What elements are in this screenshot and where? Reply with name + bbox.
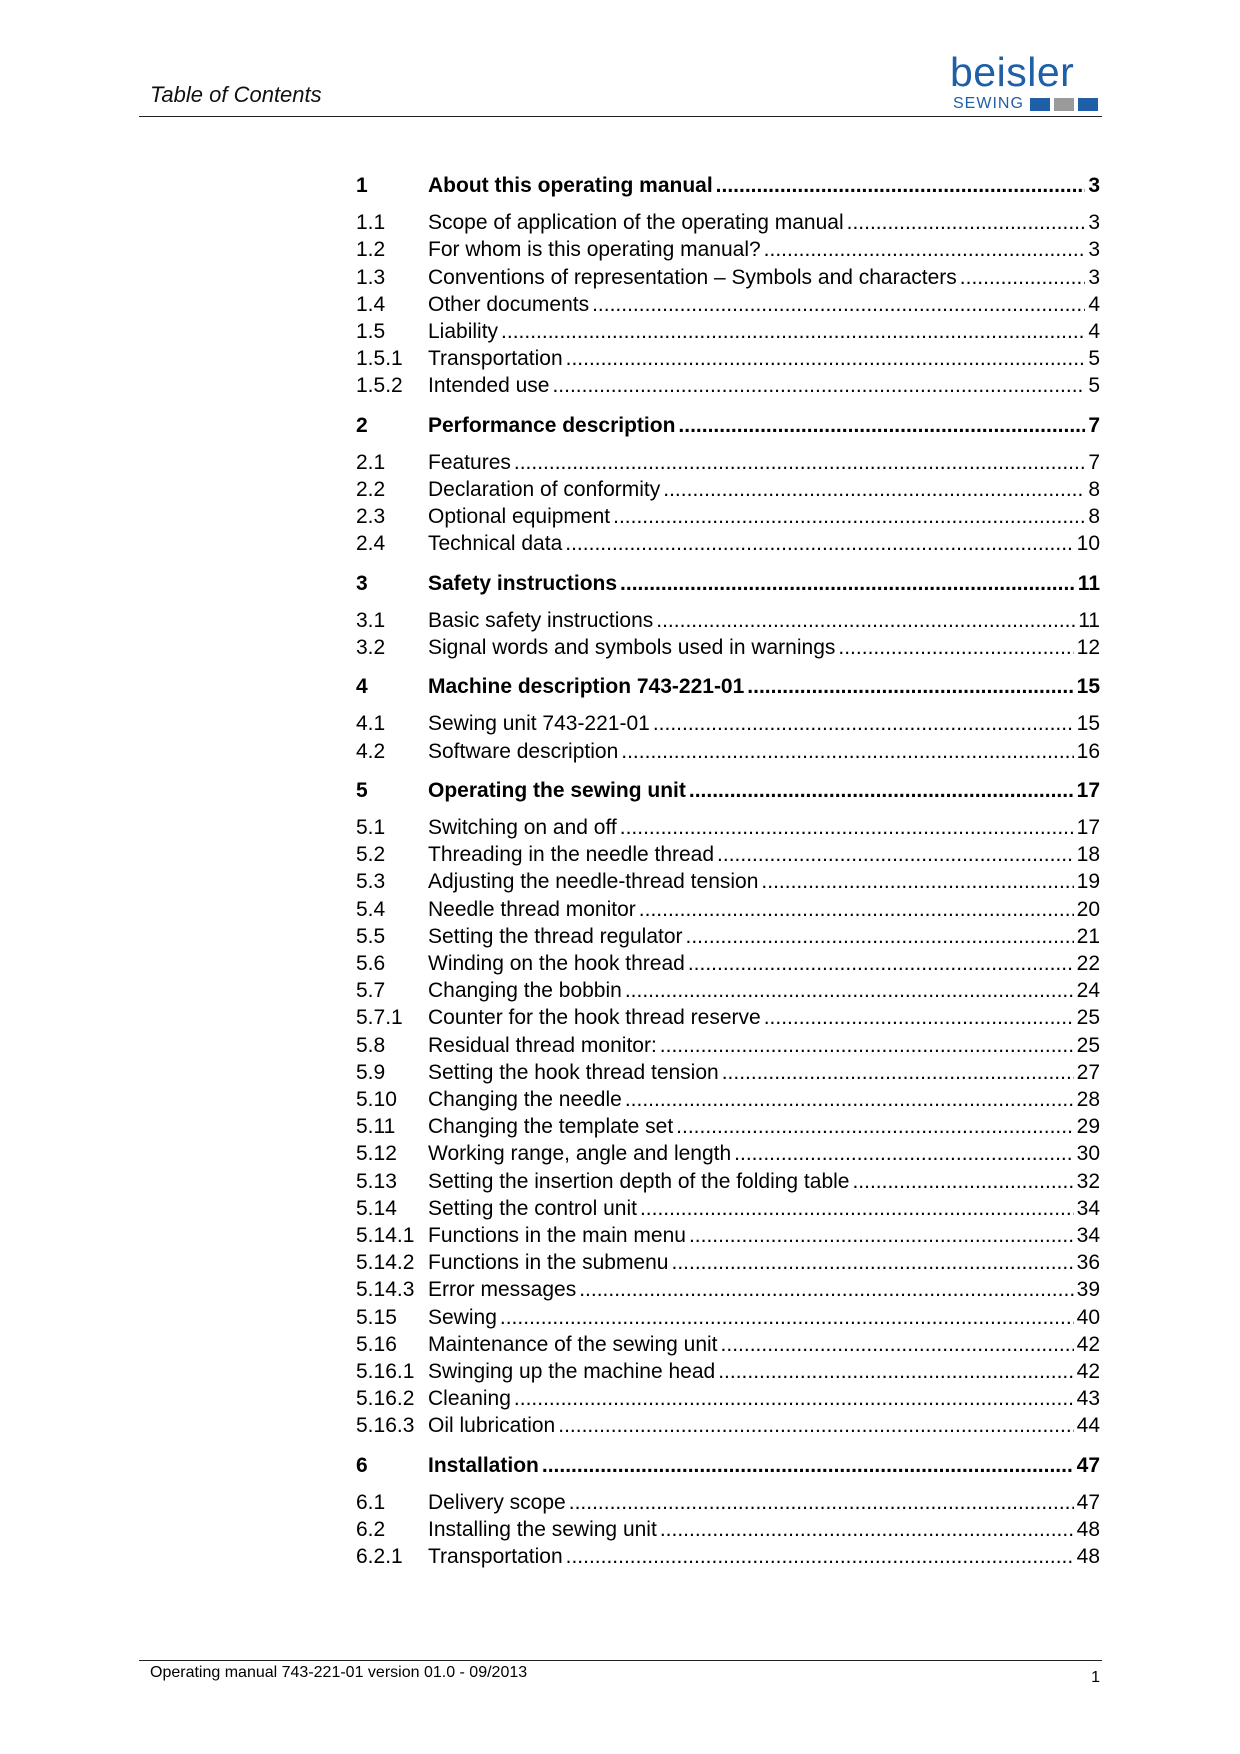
toc-dot-leader: [678, 412, 1085, 439]
toc-entry-title: Switching on and off: [428, 816, 617, 839]
toc-entry-title: Setting the hook thread tension: [428, 1060, 719, 1084]
toc-entry[interactable]: [356, 1168, 1100, 1195]
toc-entry[interactable]: [356, 1385, 1100, 1412]
toc-dot-leader: [686, 923, 1074, 950]
logo-square-3: [1078, 98, 1098, 111]
toc-entry-number: 2: [356, 413, 368, 437]
toc-dot-leader: [717, 841, 1074, 868]
toc-entry-number: 5.16: [356, 1332, 397, 1356]
toc-entry-number: 5.16.3: [356, 1414, 415, 1438]
toc-entry-page: 27: [1076, 1060, 1100, 1084]
toc-entry-title: Declaration of conformity: [428, 478, 661, 501]
toc-entry[interactable]: [356, 1004, 1100, 1031]
toc-entry-number: 2.1: [356, 450, 386, 474]
toc-entry-number: 5.14.2: [356, 1251, 415, 1275]
toc-entry-title: Performance description: [428, 413, 676, 437]
toc-entry-title: Sewing: [428, 1305, 497, 1329]
toc-entry-page: 28: [1076, 1088, 1100, 1111]
toc-entry[interactable]: [356, 1304, 1100, 1331]
toc-entry-page: 8: [1088, 478, 1100, 501]
toc-entry-number: 4.1: [356, 712, 386, 736]
toc-chapter-entry[interactable]: [356, 1452, 1100, 1479]
toc-entry-number: 1.2: [356, 238, 386, 262]
toc-entry[interactable]: [356, 372, 1100, 399]
toc-entry-number: 5.15: [356, 1305, 397, 1329]
toc-entry-title: Conventions of representation – Symbols and characters: [428, 265, 957, 289]
toc-dot-leader: [689, 1222, 1074, 1249]
toc-entry-title: Changing the template set: [428, 1115, 674, 1139]
toc-entry-number: 5.12: [356, 1142, 397, 1166]
toc-dot-leader: [660, 1032, 1074, 1059]
toc-entry-number: 5.9: [356, 1060, 386, 1084]
toc-entry-title: Counter for the hook thread reserve: [428, 1006, 761, 1030]
toc-entry-title: Installing the sewing unit: [428, 1518, 657, 1541]
toc-dot-leader: [688, 950, 1074, 977]
toc-entry[interactable]: [356, 209, 1100, 236]
toc-entry-page: 15: [1076, 712, 1100, 736]
toc-entry-title: Sewing unit 743-221-01: [428, 712, 650, 736]
toc-entry-page: 20: [1076, 897, 1100, 921]
toc-entry-page: 36: [1076, 1251, 1100, 1275]
toc-dot-leader: [579, 1276, 1073, 1303]
toc-entry-title: Other documents: [428, 292, 590, 316]
toc-dot-leader: [620, 570, 1075, 597]
footer-divider: [139, 1660, 1102, 1661]
toc-dot-leader: [621, 738, 1073, 765]
toc-chapter-entry[interactable]: [356, 673, 1100, 700]
toc-dot-leader: [847, 209, 1086, 236]
toc-entry-page: 24: [1076, 979, 1100, 1003]
toc-entry-title: Threading in the needle thread: [428, 843, 715, 867]
toc-dot-leader: [660, 1516, 1074, 1543]
toc-chapter-entry[interactable]: [356, 570, 1100, 597]
toc-entry-title: Optional equipment: [428, 505, 611, 529]
toc-entry-number: 3.1: [356, 608, 386, 632]
toc-entry[interactable]: [356, 950, 1100, 977]
footer-doc-info: Operating manual 743-221-01 version 01.0 - 09/2013: [150, 1664, 528, 1681]
toc-entry-number: 5.14.3: [356, 1278, 415, 1302]
toc-entry-page: 48: [1076, 1545, 1100, 1569]
toc-entry[interactable]: [356, 291, 1100, 318]
toc-entry-number: 5.7: [356, 979, 386, 1003]
toc-entry-title: Changing the bobbin: [428, 979, 622, 1003]
toc-entry-title: Functions in the submenu: [428, 1251, 669, 1275]
toc-entry-title: Oil lubrication: [428, 1414, 556, 1438]
toc-dot-leader: [747, 673, 1073, 700]
toc-entry-title: Needle thread monitor: [428, 897, 636, 921]
toc-entry-number: 5.8: [356, 1033, 386, 1057]
toc-entry-number: 6: [356, 1453, 368, 1477]
toc-entry[interactable]: [356, 1358, 1100, 1385]
toc-dot-leader: [640, 1195, 1074, 1222]
toc-entry-number: 2.4: [356, 532, 386, 556]
toc-entry[interactable]: [356, 1140, 1100, 1167]
toc-entry-page: 4: [1088, 292, 1100, 316]
toc-dot-leader: [613, 503, 1085, 530]
header-divider: [139, 116, 1102, 117]
toc-entry-number: 1.5.1: [356, 347, 403, 371]
toc-entry-title: Features: [428, 450, 511, 474]
toc-entry-number: 1.4: [356, 292, 386, 316]
toc-entry[interactable]: [356, 1222, 1100, 1249]
toc-dot-leader: [761, 868, 1073, 895]
toc-dot-leader: [721, 1331, 1074, 1358]
toc-entry-page: 40: [1076, 1305, 1100, 1329]
toc-entry[interactable]: [356, 841, 1100, 868]
toc-dot-leader: [514, 449, 1085, 476]
toc-entry[interactable]: [356, 1516, 1100, 1543]
toc-entry-title: Setting the control unit: [428, 1196, 637, 1220]
toc-dot-leader: [592, 291, 1085, 318]
toc-dot-leader: [625, 1086, 1074, 1113]
toc-entry-title: Error messages: [428, 1278, 577, 1302]
toc-entry[interactable]: [356, 503, 1100, 530]
toc-entry-title: Setting the insertion depth of the folding table: [428, 1169, 850, 1193]
toc-entry[interactable]: [356, 868, 1100, 895]
toc-entry-page: 47: [1076, 1453, 1100, 1477]
toc-entry-number: 1.5: [356, 320, 386, 343]
toc-dot-leader: [676, 1113, 1073, 1140]
toc-entry-page: 3: [1088, 265, 1100, 289]
toc-entry-page: 21: [1076, 924, 1100, 948]
toc-entry-number: 5.3: [356, 870, 386, 894]
toc-entry-page: 3: [1088, 238, 1100, 262]
toc-entry-title: Operating the sewing unit: [428, 778, 686, 802]
running-header-title: Table of Contents: [150, 82, 322, 107]
toc-entry-title: Cleaning: [428, 1387, 511, 1411]
toc-entry[interactable]: [356, 1543, 1100, 1570]
toc-entry[interactable]: [356, 1489, 1100, 1516]
logo-square-2: [1054, 98, 1074, 111]
toc-dot-leader: [663, 476, 1085, 503]
toc-entry-number: 5.14.1: [356, 1224, 415, 1247]
toc-entry[interactable]: [356, 530, 1100, 557]
toc-entry[interactable]: [356, 1059, 1100, 1086]
toc-entry-title: Safety instructions: [428, 571, 618, 595]
toc-entry-page: 19: [1076, 870, 1100, 894]
toc-entry-number: 2.2: [356, 478, 386, 501]
toc-dot-leader: [569, 1489, 1074, 1516]
toc-entry[interactable]: [356, 607, 1100, 634]
toc-entry-title: Software description: [428, 739, 619, 763]
toc-entry-page: 7: [1088, 413, 1100, 437]
toc-entry-title: Delivery scope: [428, 1490, 566, 1514]
toc-dot-leader: [639, 896, 1074, 923]
toc-entry-number: 5.4: [356, 897, 386, 921]
toc-entry-title: Changing the needle: [428, 1088, 622, 1111]
toc-entry[interactable]: [356, 1412, 1100, 1439]
toc-entry-title: Signal words and symbols used in warnings: [428, 636, 836, 659]
toc-entry-number: 5.1: [356, 816, 386, 839]
toc-entry[interactable]: [356, 1249, 1100, 1276]
toc-dot-leader: [671, 1249, 1073, 1276]
toc-entry-title: Technical data: [428, 532, 563, 556]
toc-entry-number: 4.2: [356, 739, 386, 763]
logo-subtitle: SEWING: [953, 95, 1024, 112]
toc-entry-number: 6.1: [356, 1490, 386, 1514]
toc-dot-leader: [656, 607, 1075, 634]
toc-entry-number: 5.2: [356, 843, 386, 867]
toc-entry[interactable]: [356, 1032, 1100, 1059]
toc-entry-page: 34: [1076, 1196, 1100, 1220]
toc-entry-title: Setting the thread regulator: [428, 924, 683, 948]
toc-entry-number: 5.13: [356, 1169, 397, 1193]
toc-entry-title: Transportation: [428, 347, 563, 371]
toc-dot-leader: [689, 777, 1074, 804]
toc-entry[interactable]: [356, 923, 1100, 950]
toc-entry-page: 34: [1076, 1224, 1100, 1247]
toc-entry-number: 6.2: [356, 1518, 386, 1541]
toc-dot-leader: [566, 345, 1086, 372]
toc-entry[interactable]: [356, 345, 1100, 372]
toc-entry-number: 1.3: [356, 265, 386, 289]
toc-entry-page: 11: [1077, 571, 1100, 595]
toc-entry-page: 47: [1076, 1490, 1100, 1514]
toc-entry-title: Maintenance of the sewing unit: [428, 1332, 718, 1356]
toc-dot-leader: [852, 1168, 1073, 1195]
logo-wordmark: beisler: [950, 49, 1075, 95]
toc-entry[interactable]: [356, 738, 1100, 765]
toc-dot-leader: [734, 1140, 1073, 1167]
toc-dot-leader: [542, 1452, 1074, 1479]
toc-entry-page: 7: [1088, 450, 1100, 474]
toc-dot-leader: [501, 318, 1085, 345]
toc-entry-number: 5.5: [356, 924, 386, 948]
toc-dot-leader: [552, 372, 1085, 399]
toc-entry[interactable]: [356, 1195, 1100, 1222]
toc-entry-page: 4: [1088, 320, 1100, 343]
toc-entry-title: Installation: [428, 1453, 539, 1477]
toc-chapter-entry[interactable]: [356, 412, 1100, 439]
toc-entry-number: 4: [356, 675, 368, 699]
toc-dot-leader: [558, 1412, 1073, 1439]
toc-entry-page: 17: [1076, 778, 1100, 802]
toc-entry-number: 1: [356, 174, 368, 197]
toc-entry[interactable]: [356, 1113, 1100, 1140]
toc-entry-page: 10: [1076, 532, 1100, 556]
toc-dot-leader: [620, 814, 1074, 841]
toc-entry-number: 5.14: [356, 1196, 397, 1220]
toc-entry-title: Residual thread monitor:: [428, 1033, 657, 1057]
toc-entry[interactable]: [356, 264, 1100, 291]
toc-entry[interactable]: [356, 1276, 1100, 1303]
toc-entry-page: 5: [1088, 374, 1100, 398]
toc-entry[interactable]: [356, 1086, 1100, 1113]
toc-entry-number: 3.2: [356, 636, 386, 659]
toc-entry-title: Adjusting the needle-thread tension: [428, 870, 759, 894]
toc-entry-page: 29: [1076, 1115, 1100, 1139]
toc-dot-leader: [838, 634, 1073, 661]
toc-entry[interactable]: [356, 1331, 1100, 1358]
toc-entry[interactable]: [356, 318, 1100, 345]
toc-entry[interactable]: [356, 710, 1100, 737]
toc-entry-page: 5: [1088, 347, 1100, 371]
toc-chapter-entry[interactable]: [356, 172, 1100, 199]
footer-page-number: 1: [1091, 1669, 1100, 1686]
toc-entry-page: 11: [1078, 608, 1100, 632]
toc-entry-title: For whom is this operating manual?: [428, 238, 761, 262]
toc-entry-title: Machine description 743-221-01: [428, 675, 745, 699]
toc-entry-title: Liability: [428, 320, 499, 343]
toc-entry-number: 5.11: [356, 1115, 396, 1139]
toc-entry-page: 48: [1076, 1518, 1100, 1541]
toc-entry-number: 1.1: [356, 211, 386, 235]
toc-entry-title: Scope of application of the operating manual: [428, 211, 844, 235]
toc-entry-page: 8: [1088, 505, 1100, 529]
toc-entry-title: Transportation: [428, 1545, 563, 1569]
toc-entry-title: Basic safety instructions: [428, 608, 654, 632]
toc-entry-page: 25: [1076, 1033, 1100, 1057]
toc-entry-title: Winding on the hook thread: [428, 952, 685, 975]
toc-entry-page: 3: [1088, 211, 1100, 235]
toc-entry-title: Swinging up the machine head: [428, 1360, 716, 1383]
toc-entry-page: 25: [1076, 1006, 1100, 1030]
toc-dot-leader: [514, 1385, 1074, 1412]
logo-square-1: [1030, 98, 1050, 111]
toc-dot-leader: [960, 264, 1086, 291]
toc-entry-number: 3: [356, 571, 368, 595]
toc-dot-leader: [722, 1059, 1074, 1086]
toc-dot-leader: [565, 530, 1073, 557]
toc-entry-page: 15: [1076, 675, 1100, 699]
toc-entry-title: Working range, angle and length: [428, 1142, 732, 1166]
toc-entry-page: 39: [1076, 1278, 1100, 1302]
toc-entry-page: 22: [1076, 952, 1100, 975]
toc-entry-number: 5.16.2: [356, 1387, 415, 1411]
toc-entry-number: 5.6: [356, 952, 386, 975]
toc-entry-page: 30: [1076, 1142, 1100, 1166]
toc-entry-number: 5.16.1: [356, 1360, 415, 1383]
toc-entry-title: Intended use: [428, 374, 550, 398]
toc-entry[interactable]: [356, 476, 1100, 503]
toc-entry-page: 42: [1076, 1360, 1100, 1383]
beisler-logo: [950, 49, 1104, 118]
toc-dot-leader: [764, 236, 1086, 263]
toc-entry-page: 43: [1076, 1387, 1100, 1411]
toc-dot-leader: [653, 710, 1074, 737]
toc-entry-number: 5: [356, 778, 368, 802]
toc-entry-number: 6.2.1: [356, 1545, 403, 1569]
toc-dot-leader: [566, 1543, 1074, 1570]
toc-entry[interactable]: [356, 977, 1100, 1004]
toc-entry[interactable]: [356, 449, 1100, 476]
toc-dot-leader: [764, 1004, 1074, 1031]
toc-entry[interactable]: [356, 236, 1100, 263]
toc-dot-leader: [625, 977, 1074, 1004]
toc-entry-page: 44: [1076, 1414, 1100, 1438]
toc-entry-page: 42: [1076, 1332, 1100, 1356]
toc-entry-page: 16: [1076, 739, 1100, 763]
toc-entry-page: 18: [1076, 843, 1100, 867]
toc-entry-page: 17: [1076, 816, 1100, 839]
toc-chapter-entry[interactable]: [356, 777, 1100, 804]
toc-entry-title: Functions in the main menu: [428, 1224, 686, 1247]
toc-entry-number: 5.7.1: [356, 1006, 403, 1030]
toc-entry-page: 32: [1076, 1169, 1100, 1193]
toc-entry-number: 2.3: [356, 505, 386, 529]
toc-entry-page: 3: [1088, 174, 1100, 197]
toc-entry-page: 12: [1076, 636, 1100, 659]
toc-entry-title: About this operating manual: [428, 174, 713, 197]
toc-entry-number: 1.5.2: [356, 374, 403, 398]
toc-entry-number: 5.10: [356, 1088, 397, 1111]
toc-dot-leader: [500, 1304, 1074, 1331]
toc-entry[interactable]: [356, 634, 1100, 661]
toc-entry[interactable]: [356, 896, 1100, 923]
toc-entry[interactable]: [356, 814, 1100, 841]
toc-dot-leader: [718, 1358, 1073, 1385]
toc-dot-leader: [716, 172, 1086, 199]
